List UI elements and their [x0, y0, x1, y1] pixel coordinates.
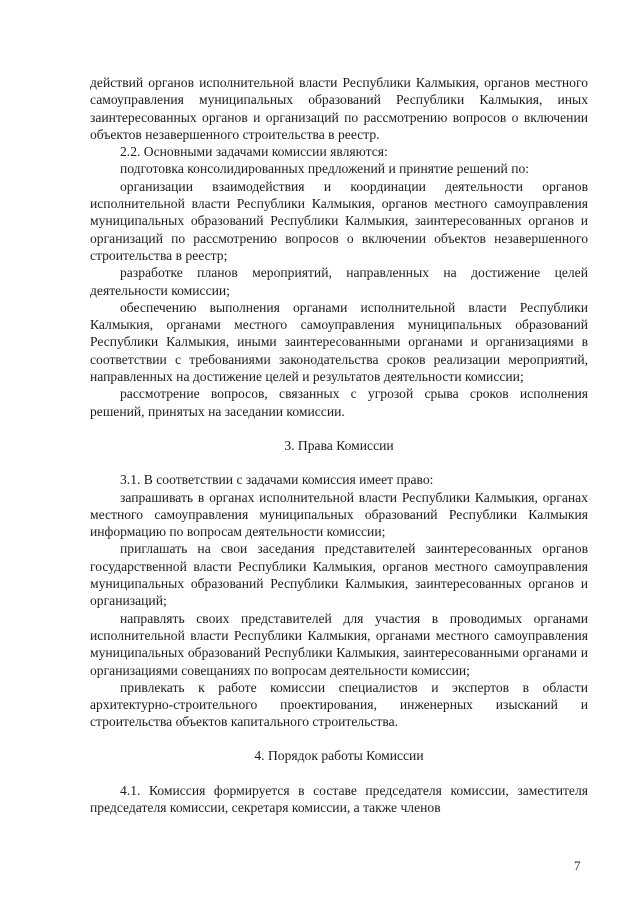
paragraph-continuation: действий органов исполнительной власти Республики Калмыкия, органов местного самоуправления муниципальных образований Республики Калмыкия, иных заинтересованных органов и организаций по рассмотрению вопросов о включении объектов незавершенного строительства в реестр. — [90, 75, 588, 142]
clause-3-1-item: запрашивать в органах исполнительной власти Республики Калмыкия, органах местного самоуправления муниципальных образований Республики Калмыкия информацию по вопросам деятельности комиссии; — [90, 489, 588, 540]
clause-3-1-item: приглашать на свои заседания представителей заинтересованных органов государственной власти Республики Калмыкия, органов местного самоуправления муниципальных образований Республики Калмыкия, заинтересованных органов и организаций; — [90, 541, 588, 609]
clause-4-1: 4.1. Комиссия формируется в составе председателя комиссии, заместителя председателя комиссии, секретаря комиссии, а также членов — [90, 782, 588, 816]
clause-2-2-item: обеспечению выполнения органами исполнительной власти Республики Калмыкия, органами местного самоуправления муниципальных образований Республики Калмыкия, иными заинтересованными органами и организациями в соответствии с требованиями законодательства сроков реализации мероприятий, направленных на достижение целей и результатов деятельности комиссии; — [90, 299, 588, 385]
section-4-heading: 4. Порядок работы Комиссии — [254, 747, 424, 763]
clause-3-1-intro: 3.1. В соответствии с задачами комиссия имеет право: — [120, 472, 434, 488]
section-3-heading: 3. Права Комиссии — [284, 437, 394, 453]
document-page — [90, 74, 588, 817]
clause-3-1-item: привлекать к работе комиссии специалистов и экспертов в области архитектурно-строительного проектирования, инженерных изысканий и строительства объектов капитального строительства. — [90, 679, 588, 730]
clause-2-2-item: подготовка консолидированных предложений и принятие решений по: — [120, 161, 530, 177]
clause-2-2-item: организации взаимодействия и координации деятельности органов исполнительной власти Республики Калмыкия, органов местного самоуправления муниципальных образований Республики Калмыкия, заинтересованных органов и организаций по рассмотрению вопросов о включении объектов незавершенного строительства в реестр; — [90, 178, 588, 263]
clause-2-2-item: рассмотрение вопросов, связанных с угрозой срыва сроков исполнения решений, принятых на заседании комиссии. — [90, 386, 588, 419]
clause-2-2-item: разработке планов мероприятий, направленных на достижение целей деятельности комиссии; — [90, 265, 588, 298]
clause-3-1-item: направлять своих представителей для участия в проводимых органами исполнительной власти Республики Калмыкия, органами местного самоуправления муниципальных образований Республики Калмыкия, заинтересованными органами и организациями совещаниях по вопросам деятельности комиссии; — [90, 610, 588, 678]
page-number: 7 — [574, 858, 581, 873]
clause-2-2-intro: 2.2. Основными задачами комиссии являются: — [120, 144, 388, 160]
